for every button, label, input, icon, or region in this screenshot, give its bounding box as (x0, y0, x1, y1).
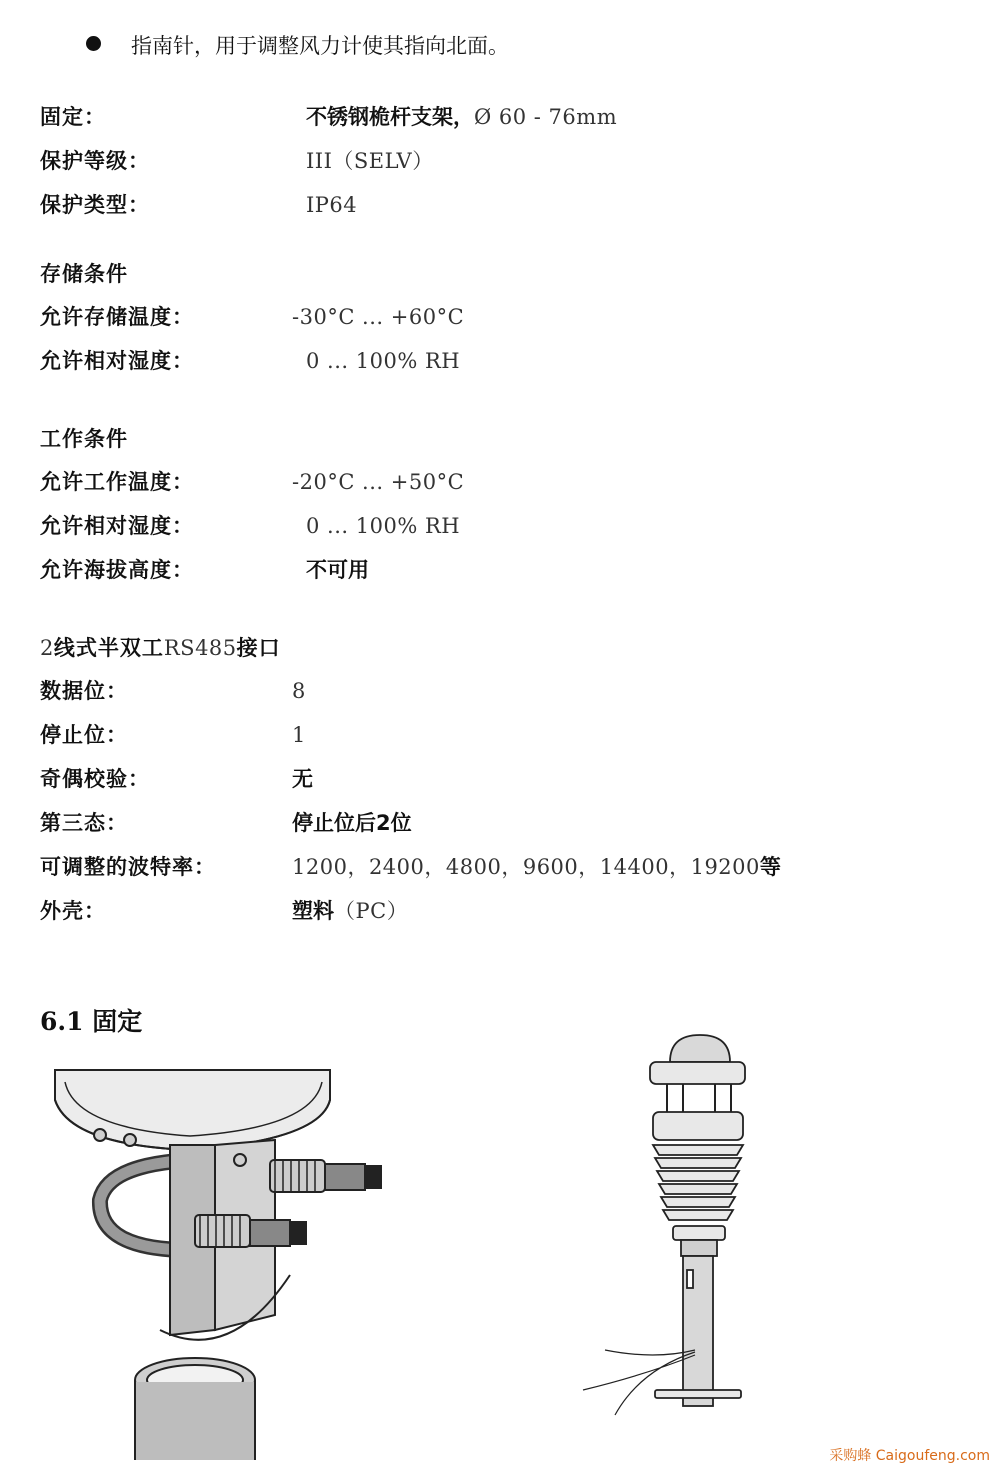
spec-label: 可调整的波特率： (40, 855, 216, 879)
mounting-bracket-figure (40, 1060, 400, 1460)
spec-value (306, 102, 617, 132)
spec-label: 奇偶校验： (40, 767, 150, 791)
spec-label: 固定： (40, 105, 106, 129)
spec-value-number: Ø 60 - 76mm (474, 105, 618, 129)
spec-value (292, 896, 408, 926)
spec-value-text: 等 (759, 855, 781, 879)
spec-label: 允许海拔高度： (40, 558, 194, 582)
operating-heading: 工作条件 (40, 427, 128, 451)
spec-label: 停止位： (40, 723, 128, 747)
spec-value: III（SELV） (306, 149, 434, 173)
spec-label: 允许相对湿度： (40, 349, 194, 373)
spec-value: -30°C ... +60°C (292, 305, 465, 329)
spec-label: 数据位： (40, 679, 128, 703)
spec-label: 允许相对湿度： (40, 514, 194, 538)
storage-heading: 存储条件 (40, 262, 128, 286)
section-title: 6.1 固定 (40, 1007, 143, 1036)
spec-value: 0 ... 100% RH (306, 349, 461, 373)
spec-value: -20°C ... +50°C (292, 470, 465, 494)
spec-label: 允许工作温度： (40, 470, 194, 494)
bullet-dot-icon (86, 36, 101, 51)
spec-value: IP64 (306, 193, 358, 217)
spec-value: 停止位后2位 (292, 811, 412, 835)
heading-part: 线式半双工 (53, 636, 164, 660)
spec-label: 保护等级： (40, 149, 150, 173)
heading-part: 2 (40, 636, 54, 660)
spec-value: 不可用 (306, 558, 369, 582)
watermark: 采购蜂 Caigoufeng.com (829, 1448, 990, 1464)
spec-label: 保护类型： (40, 193, 150, 217)
spec-value: 1 (292, 723, 306, 747)
spec-value-number: （PC） (334, 899, 409, 923)
spec-value: 无 (292, 767, 313, 791)
spec-value-number: 1200，2400，4800，9600，14400，19200 (292, 855, 760, 879)
heading-part: 接口 (236, 636, 281, 660)
spec-value-text: 不锈钢桅杆支架， (306, 105, 474, 129)
spec-value: 8 (292, 679, 306, 703)
bullet-item (86, 30, 509, 60)
spec-label: 外壳： (40, 899, 106, 923)
interface-heading (40, 632, 281, 662)
spec-value-text: 塑料 (292, 899, 334, 923)
spec-label: 第三态： (40, 811, 128, 835)
heading-part: RS485 (163, 636, 237, 660)
bullet-text: 指南针，用于调整风力计使其指向北面。 (131, 34, 509, 58)
spec-value: 0 ... 100% RH (306, 514, 461, 538)
spec-label: 允许存储温度： (40, 305, 194, 329)
sensor-mast-figure (575, 1030, 775, 1420)
spec-value (292, 852, 781, 882)
